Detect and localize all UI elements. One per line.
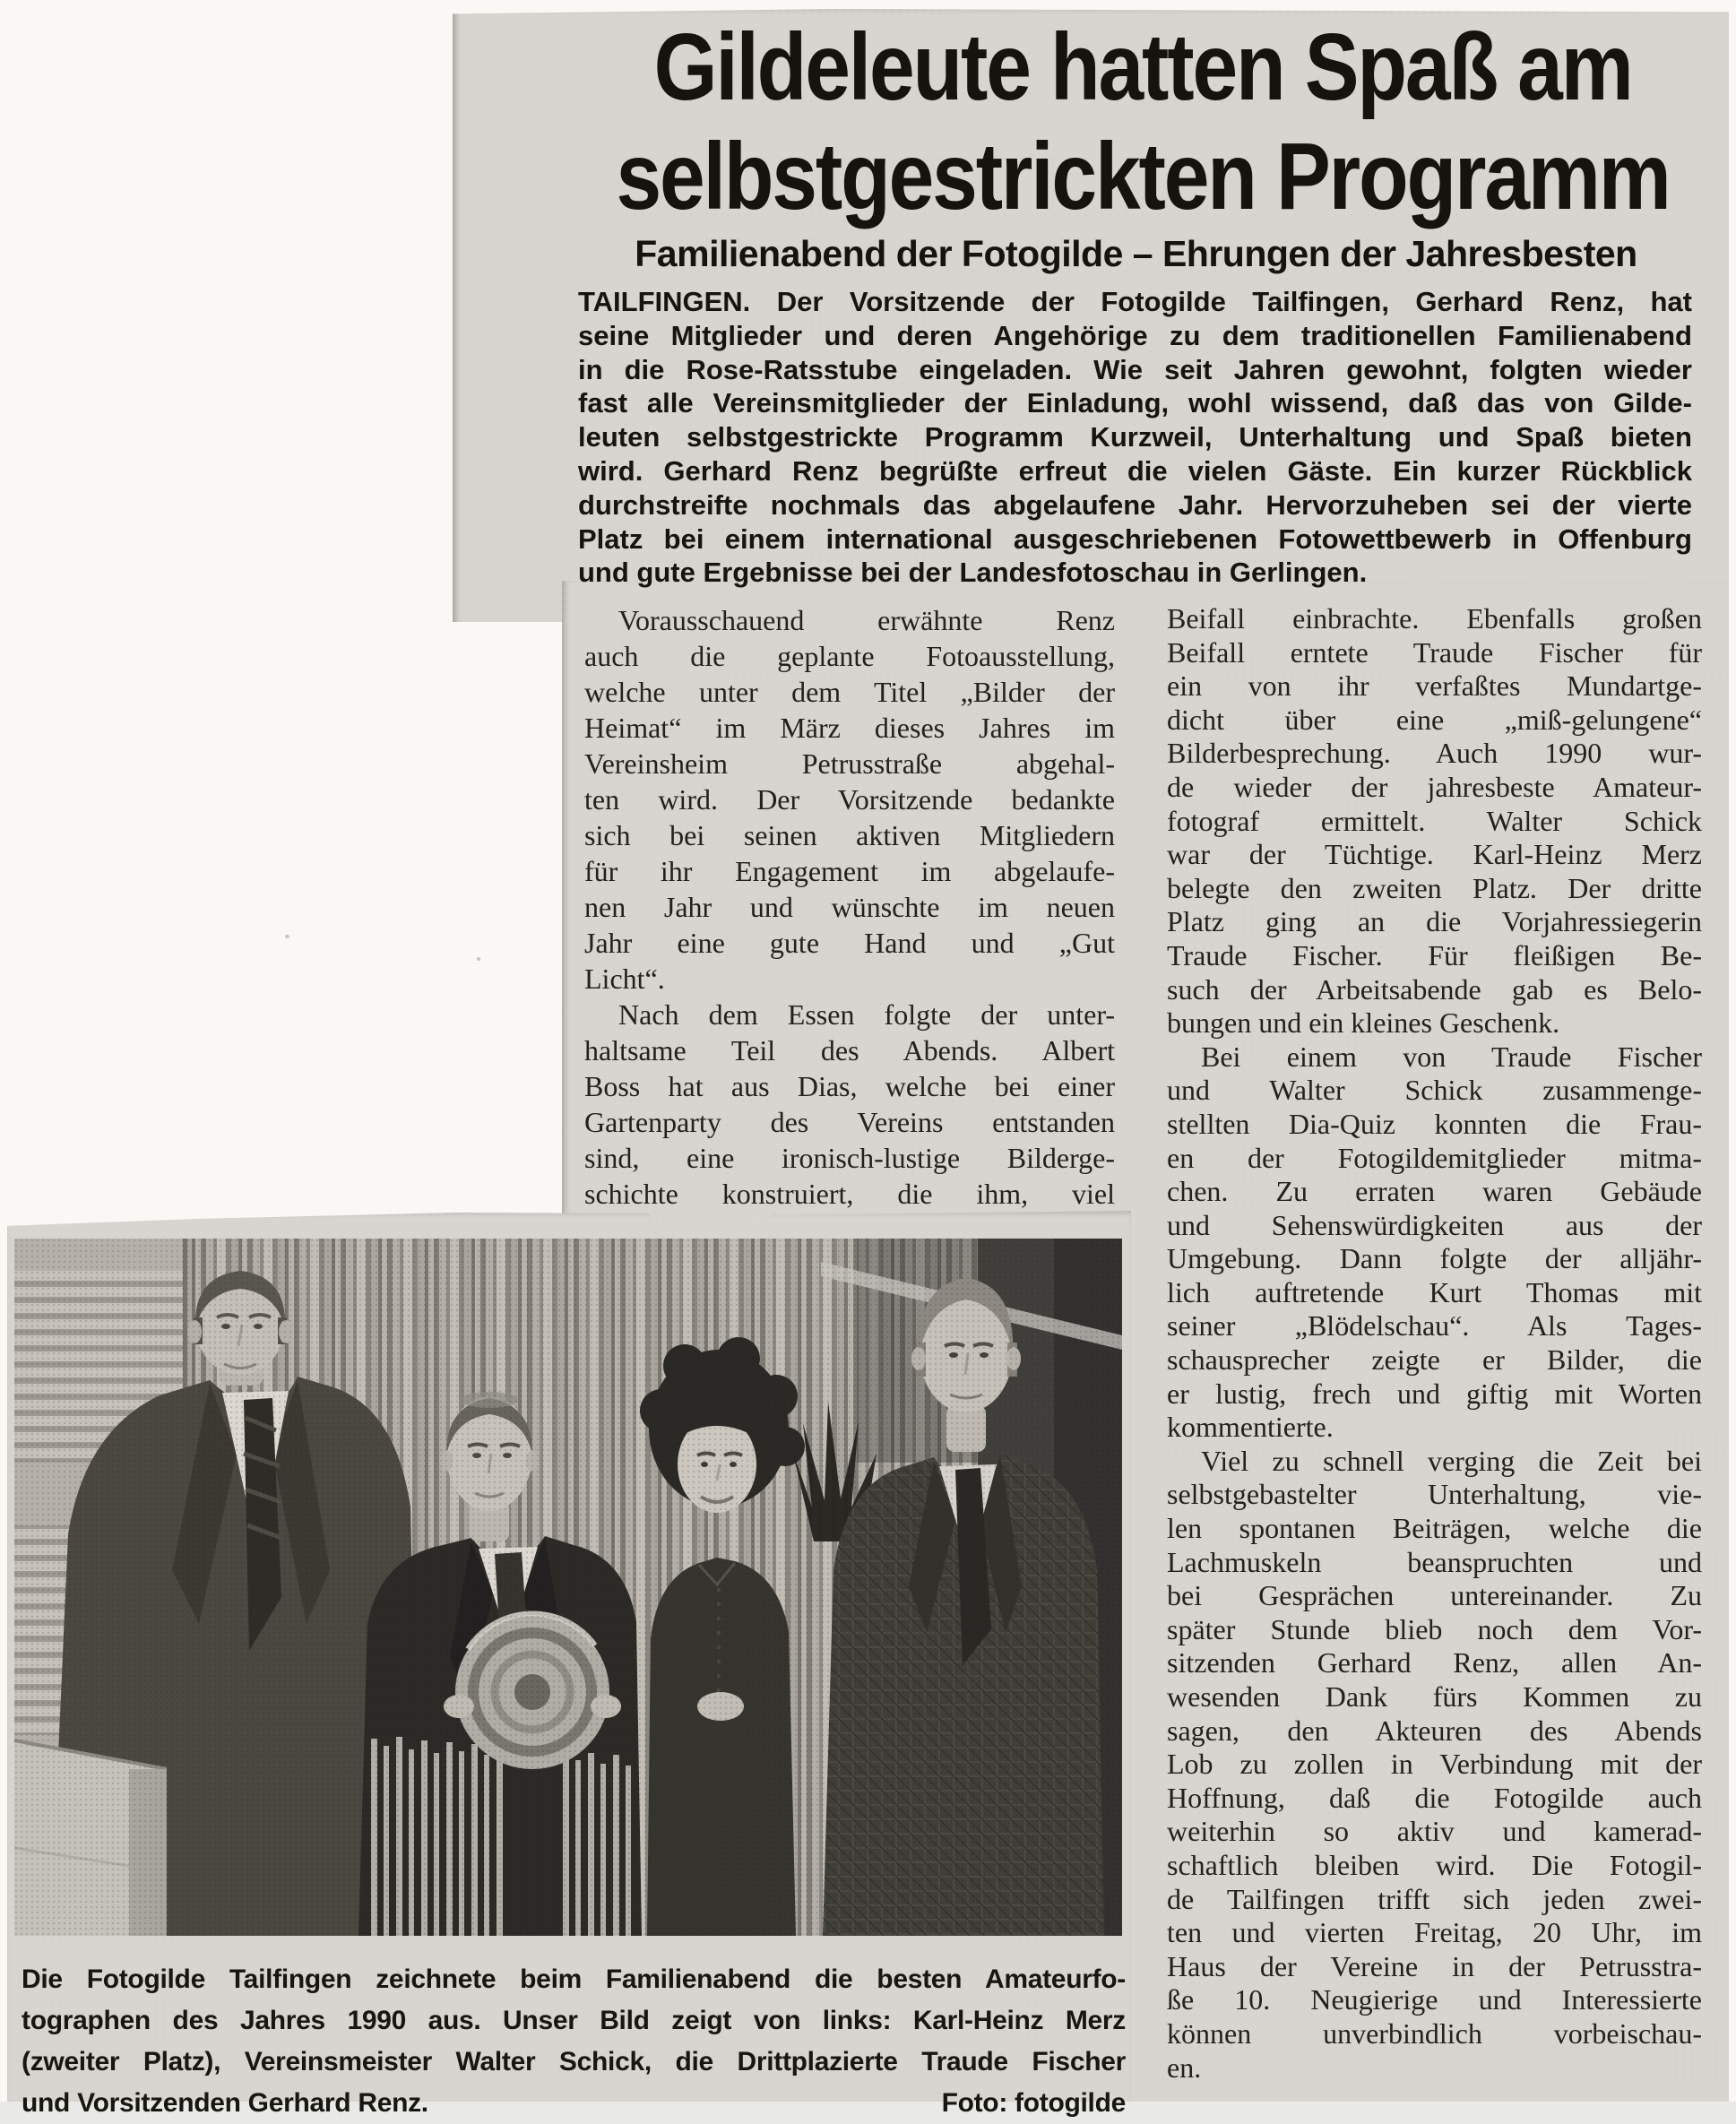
subheadline: Familienabend der Fotogilde – Ehrungen der Jahresbesten bbox=[635, 233, 1637, 274]
text-line: Gartenparty des Vereins entstanden bbox=[584, 1106, 1115, 1138]
text-line: leuten selbstgestrickte Programm Kurzweil, Unterhaltung und Spaß bieten bbox=[578, 421, 1692, 453]
text-line: TAILFINGEN. Der Vorsitzende der Fotogilde Tailfingen, Gerhard Renz, hat bbox=[578, 286, 1692, 317]
text-line: len spontanen Beiträgen, welche die bbox=[1167, 1512, 1702, 1545]
text-line: de Tailfingen trifft sich jeden zwei- bbox=[1167, 1882, 1702, 1915]
headline-line: selbstgestrickten Programm bbox=[616, 124, 1670, 229]
text-line: nen Jahr und wünschte im neuen bbox=[584, 891, 1115, 923]
text-line: en. bbox=[1167, 2051, 1202, 2084]
text-line: bungen und ein kleines Geschenk. bbox=[1167, 1006, 1560, 1040]
text-line: und Walter Schick zusammenge- bbox=[1167, 1074, 1702, 1107]
text-line: Heimat“ im März dieses Jahres im bbox=[584, 712, 1115, 744]
caption-last-row bbox=[22, 2083, 1126, 2124]
text-line: haltsame Teil des Abends. Albert bbox=[584, 1034, 1115, 1066]
text-line: er lustig, frech und giftig mit Worten bbox=[1167, 1377, 1702, 1410]
text-line: stellten Dia-Quiz konnten die Frau- bbox=[1167, 1107, 1702, 1140]
text-line: später Stunde blieb noch dem Vor- bbox=[1167, 1612, 1702, 1645]
caption-last-text: und Vorsitzenden Gerhard Renz. bbox=[22, 2088, 428, 2118]
headline bbox=[574, 13, 1712, 231]
text-line: chen. Zu erraten waren Gebäude bbox=[1167, 1175, 1702, 1208]
text-line: Die Fotogilde Tailfingen zeichnete beim Familienabend die besten Amateurfo- bbox=[22, 1964, 1126, 1994]
text-line: in die Rose-Ratsstube eingeladen. Wie seit Jahren gewohnt, folgten wieder bbox=[578, 353, 1692, 385]
text-line: en der Fotogildemitglieder mitma- bbox=[1167, 1141, 1702, 1174]
body-column-right bbox=[1167, 602, 1702, 2085]
text-line: Beifall einbrachte. Ebenfalls großen bbox=[1167, 602, 1702, 635]
text-line: sagen, den Akteuren des Abends bbox=[1167, 1714, 1702, 1747]
text-line: ße 10. Neugierige und Interessierte bbox=[1167, 1983, 1702, 2016]
text-line: welche unter dem Titel „Bilder der bbox=[584, 676, 1115, 708]
text-line: sind, eine ironisch-lustige Bilderge- bbox=[584, 1142, 1115, 1174]
text-line: Haus der Vereine in der Petrusstra- bbox=[1167, 1949, 1702, 1982]
group-photo bbox=[14, 1239, 1122, 1936]
text-line: ein von ihr verfaßtes Mundartge- bbox=[1167, 669, 1702, 703]
text-line: wird. Gerhard Renz begrüßte erfreut die vielen Gäste. Ein kurzer Rückblick bbox=[578, 454, 1692, 487]
text-line: seine Mitglieder und deren Angehörige zu dem traditionellen Familienabend bbox=[578, 319, 1692, 351]
text-line: Nach dem Essen folgte der unter- bbox=[618, 998, 1115, 1031]
headline-line: Gildeleute hatten Spaß am bbox=[653, 14, 1632, 120]
text-line: sich bei seinen aktiven Mitgliedern bbox=[584, 819, 1115, 851]
text-line: wesenden Dank fürs Kommen zu bbox=[1167, 1680, 1702, 1713]
text-line: Traude Fischer. Für fleißigen Be- bbox=[1167, 938, 1702, 971]
text-line: lich auftretende Kurt Thomas mit bbox=[1167, 1275, 1702, 1308]
text-line: Bilderbesprechung. Auch 1990 wur- bbox=[1167, 737, 1702, 770]
text-line: Vereinsheim Petrusstraße abgehal- bbox=[584, 747, 1115, 780]
text-line: such der Arbeitsabende gab es Belo- bbox=[1167, 972, 1702, 1006]
text-line: und Sehenswürdigkeiten aus der bbox=[1167, 1208, 1702, 1241]
body-column-left bbox=[584, 602, 1115, 1212]
text-line: auch die geplante Fotoausstellung, bbox=[584, 640, 1115, 672]
text-line: Licht“. bbox=[584, 963, 665, 995]
text-line: tographen des Jahres 1990 aus. Unser Bild zeigt von links: Karl-Heinz Merz bbox=[22, 2006, 1126, 2035]
text-line: ten wird. Der Vorsitzende bedankte bbox=[584, 783, 1115, 816]
text-line: de wieder der jahresbeste Amateur- bbox=[1167, 770, 1702, 803]
text-line: Boss hat aus Dias, welche bei einer bbox=[584, 1070, 1115, 1102]
text-line: Platz ging an die Vorjahressiegerin bbox=[1167, 905, 1702, 938]
text-line: kommentierte. bbox=[1167, 1411, 1334, 1444]
text-line: Platz bei einem international ausgeschriebenen Fotowettbewerb in Offenburg bbox=[578, 522, 1692, 555]
text-line: war der Tüchtige. Karl-Heinz Merz bbox=[1167, 838, 1702, 871]
text-line: schichte konstruiert, die ihm, viel bbox=[584, 1178, 1115, 1210]
text-line: weiterhin so aktiv und kamerad- bbox=[1167, 1815, 1702, 1848]
lead-paragraph bbox=[578, 285, 1692, 590]
text-line: durchstreifte nochmals das abgelaufene Jahr. Hervorzuheben sei der vierte bbox=[578, 488, 1692, 521]
text-line: Lob zu zollen in Verbindung mit der bbox=[1167, 1748, 1702, 1781]
text-line: schausprecher zeigte er Bilder, die bbox=[1167, 1343, 1702, 1377]
text-line: Viel zu schnell verging die Zeit bei bbox=[1201, 1444, 1702, 1477]
text-line: sitzenden Gerhard Renz, allen An- bbox=[1167, 1646, 1702, 1679]
text-line: fast alle Vereinsmitglieder der Einladung, wohl wissend, daß das von Gilde- bbox=[578, 387, 1692, 419]
text-line: Jahr eine gute Hand und „Gut bbox=[584, 927, 1115, 959]
scan-speck bbox=[285, 935, 289, 938]
text-line: dicht über eine „miß-gelungene“ bbox=[1167, 703, 1702, 736]
photo-caption bbox=[22, 1959, 1126, 2124]
text-line: und gute Ergebnisse bei der Landesfotoschau in Gerlingen. bbox=[578, 557, 1368, 589]
text-line: Beifall erntete Traude Fischer für bbox=[1167, 635, 1702, 669]
text-line: Lachmuskeln beanspruchten und bbox=[1167, 1545, 1702, 1578]
halftone-overlay bbox=[14, 1239, 1122, 1936]
text-line: bei Gesprächen untereinander. Zu bbox=[1167, 1579, 1702, 1612]
text-line: Umgebung. Dann folgte der alljähr- bbox=[1167, 1242, 1702, 1275]
text-line: Bei einem von Traude Fischer bbox=[1201, 1040, 1702, 1073]
text-line: Hoffnung, daß die Fotogilde auch bbox=[1167, 1781, 1702, 1814]
text-line: selbstgebastelter Unterhaltung, vie- bbox=[1167, 1478, 1702, 1511]
text-line: ten und vierten Freitag, 20 Uhr, im bbox=[1167, 1916, 1702, 1949]
text-line: fotograf ermittelt. Walter Schick bbox=[1167, 804, 1702, 837]
text-line: können unverbindlich vorbeischau- bbox=[1167, 2016, 1702, 2050]
text-line: für ihr Engagement im abgelaufe- bbox=[584, 855, 1115, 887]
photo-credit: Foto: fotogilde bbox=[941, 2088, 1126, 2118]
text-line: schaftlich bleiben wird. Die Fotogil- bbox=[1167, 1848, 1702, 1881]
scan-speck bbox=[477, 957, 480, 961]
text-line: (zweiter Platz), Vereinsmeister Walter Schick, die Drittplazierte Traude Fischer bbox=[22, 2047, 1126, 2077]
text-line: Vorausschauend erwähnte Renz bbox=[618, 604, 1115, 636]
text-line: belegte den zweiten Platz. Der dritte bbox=[1167, 871, 1702, 904]
caption-lines bbox=[22, 1959, 1126, 2083]
text-line: seiner „Blödelschau“. Als Tages- bbox=[1167, 1309, 1702, 1343]
